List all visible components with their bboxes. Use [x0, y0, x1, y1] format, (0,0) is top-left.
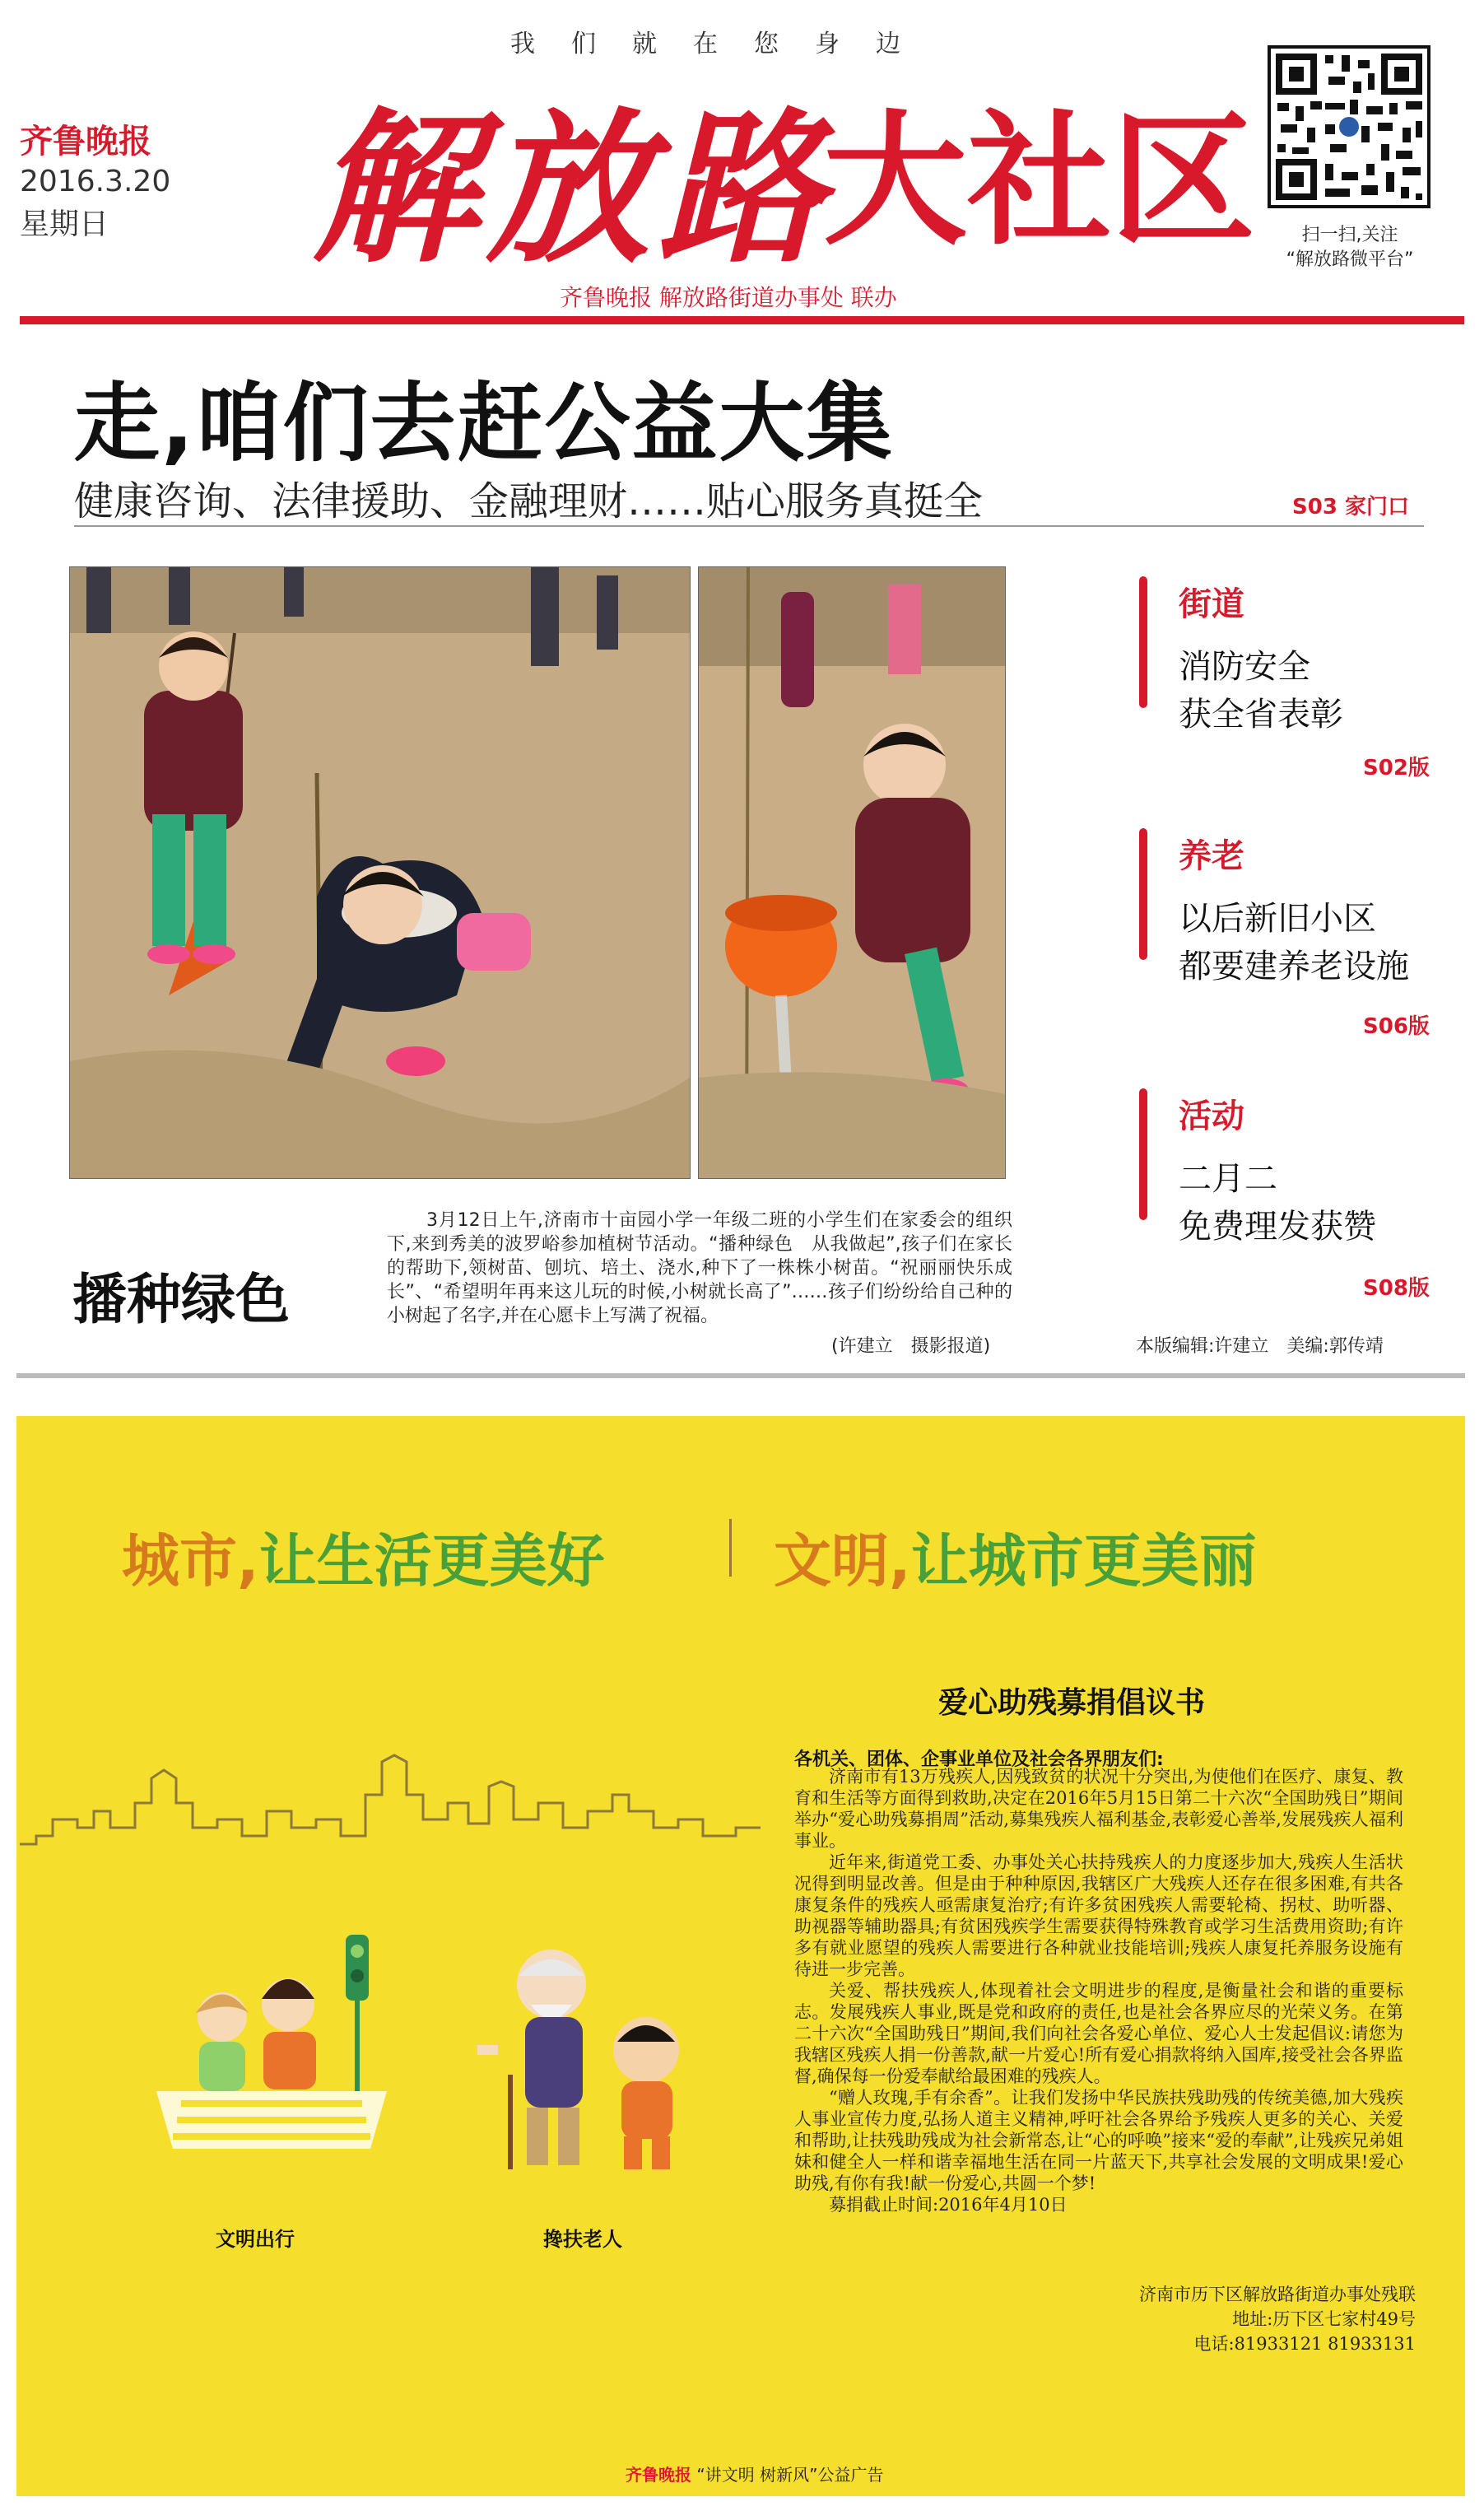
ad-slogan-right-a: 文明, [774, 1527, 911, 1595]
letter-address: 地址:历下区七家村49号 [1232, 2309, 1416, 2329]
ad-slogan-right [774, 1515, 1257, 1598]
ad-footer-brand: 齐鲁晚报 [626, 2465, 691, 2485]
ad-footer-text: “讲文明 树新风”公益广告 [696, 2465, 884, 2485]
sidebar-category: 街道 [1179, 585, 1244, 623]
sidebar-page-reference[interactable]: S02版 [1363, 756, 1430, 780]
photo-story-credit: (许建立 摄影报道) [831, 1336, 991, 1357]
photo-story-body: 3月12日上午,济南市十亩园小学一年级二班的小学生们在家委会的组织下,来到秀美的波罗峪参加植树节活动。“播种绿色 从我做起”,孩子们在家长的帮助下,领树苗、刨坑、培土、浇水,种下了一株株小树苗。“祝丽丽快乐成长”、“希望明年再来这儿玩的时候,小树就长高了”……孩子们纷纷给自己种的小树起了名字,并在心愿卡上写满了祝福。 [387, 1210, 1012, 1326]
photo-story-title: 播种绿色 [72, 1268, 290, 1331]
lead-divider [74, 525, 1424, 527]
sidebar-accent-bar [1139, 1088, 1147, 1220]
city-skyline-illustration [20, 1745, 761, 1869]
letter-title: 爱心助残募捐倡议书 [938, 1686, 1206, 1720]
qr-code-icon[interactable] [1268, 45, 1431, 208]
letter-phone: 电话:81933121 81933131 [1193, 2334, 1416, 2354]
letter-paragraph: 关爱、帮扶残疾人,体现着社会文明进步的程度,是衡量社会和谐的重要标志。发展残疾人事业,既是党和政府的责任,也是社会各界应尽的光荣义务。在第二十六次“全国助残日”期间,我们向社会各爱心单位、爱心人士发起倡议:请您为我辖区残疾人捐一份善款,献一片爱心!所有爱心捐款将纳入国库,接受社会各界监督,确保每一份爱奉献给最困难的残疾人。 [794, 1981, 1403, 2086]
masthead-tagline: 我们就在您身边 [510, 30, 937, 58]
letter-signature: 济南市历下区解放路街道办事处残联 [1139, 2285, 1416, 2304]
sidebar-headline-line1: 消防安全 [1179, 648, 1310, 686]
helping-elderly-illustration [461, 1926, 708, 2173]
sidebar-page-reference[interactable]: S08版 [1363, 1276, 1430, 1301]
illustration-right-label: 搀扶老人 [543, 2228, 622, 2251]
ad-slogan-left-b: 让生活更美好 [258, 1527, 605, 1595]
qr-caption-line1: 扫一扫,关注 [1301, 225, 1398, 245]
letter-salutation: 各机关、团体、企事业单位及社会各界朋友们: [794, 1749, 1164, 1770]
sidebar-category: 活动 [1179, 1097, 1244, 1135]
letter-signature-block [1086, 2282, 1416, 2356]
page-editors: 本版编辑:许建立 美编:郭传靖 [1136, 1336, 1384, 1357]
issue-weekday: 星期日 [20, 207, 109, 241]
planting-photo [69, 566, 691, 1179]
letter-paragraph: 济南市有13万残疾人,因残致贫的状况十分突出,为使他们在医疗、康复、教育和生活等方面得到救助,决定在2016年5月15日第二十六次“全国助残日”期间举办“爱心助残募捐周”活动,募集残疾人福利基金,表彰爱心善举,发展残疾人福利事业。 [794, 1767, 1403, 1851]
masthead-logo-script: 解放路 [313, 92, 832, 286]
illustration-left-label: 文明出行 [216, 2228, 295, 2251]
sidebar-page-reference[interactable]: S06版 [1363, 1014, 1430, 1039]
sidebar-accent-bar [1139, 576, 1147, 708]
civilized-travel-illustration [148, 1926, 395, 2157]
letter-body [794, 1766, 1403, 2215]
lead-headline[interactable]: 走,咱们去赶公益大集 [74, 373, 894, 473]
lead-subhead: 健康咨询、法律援助、金融理财……贴心服务真挺全 [74, 478, 984, 524]
masthead-logo-bold: 大社区 [823, 98, 1255, 265]
letter-paragraph: “赠人玫瑰,手有余香”。让我们发扬中华民族扶残助残的传统美德,加大残疾人事业宣传力度,弘扬人道主义精神,呼吁社会各界给予残疾人更多的关心、关爱和帮助,让扶残助残成为社会新常态,让“心的呼唤”接来“爱的奉献”,让残疾兄弟姐妹和健全人一样和谐幸福地生活在同一片蓝天下,共享社会发展的文明成果!爱心助残,有你有我!献一份爱心,共圆一个梦! [794, 2088, 1403, 2193]
lead-page-reference[interactable]: S03 家门口 [1292, 495, 1409, 519]
sidebar-headline-line1: 二月二 [1179, 1160, 1277, 1198]
sidebar-headline-line2: 都要建养老设施 [1179, 948, 1409, 985]
section-divider [16, 1373, 1465, 1378]
sidebar-accent-bar [1139, 828, 1147, 960]
issue-date: 2016.3.20 [20, 165, 171, 198]
paper-name-logo: 齐鲁晚报 [20, 122, 151, 161]
sidebar-headline-line1: 以后新旧小区 [1179, 900, 1376, 938]
masthead-sponsors: 齐鲁晚报 解放路街道办事处 联办 [560, 284, 897, 311]
ad-slogan-separator [729, 1519, 732, 1577]
ad-slogan-left-a: 城市, [122, 1527, 259, 1595]
ad-slogan-left [122, 1515, 605, 1598]
masthead-divider [20, 316, 1464, 324]
sidebar-category: 养老 [1179, 837, 1244, 875]
sidebar-headline-line2: 获全省表彰 [1179, 696, 1343, 734]
letter-paragraph: 近年来,街道党工委、办事处关心扶持残疾人的力度逐步加大,残疾人生活状况得到明显改善。但是由于种种原因,我辖区广大残疾人还存在很多困难,有共各康复条件的残疾人亟需康复治疗;有许多贫困残疾人需要轮椅、拐杖、助听器、助视器等辅助器具;有贫困残疾学生需要获得特殊教育或学习生活费用资助;有许多有就业愿望的残疾人需要进行各种就业技能培训;残疾人康复托养服务设施有待进一步完善。 [794, 1852, 1403, 1979]
ad-slogan-right-b: 让城市更美丽 [910, 1527, 1257, 1595]
qr-caption-line2: “解放路微平台” [1286, 249, 1414, 270]
watering-photo [698, 566, 1006, 1179]
ad-footer [626, 2462, 883, 2485]
sidebar-headline-line2: 免费理发获赞 [1179, 1208, 1376, 1246]
letter-paragraph: 募捐截止时间:2016年4月10日 [829, 2195, 1068, 2215]
